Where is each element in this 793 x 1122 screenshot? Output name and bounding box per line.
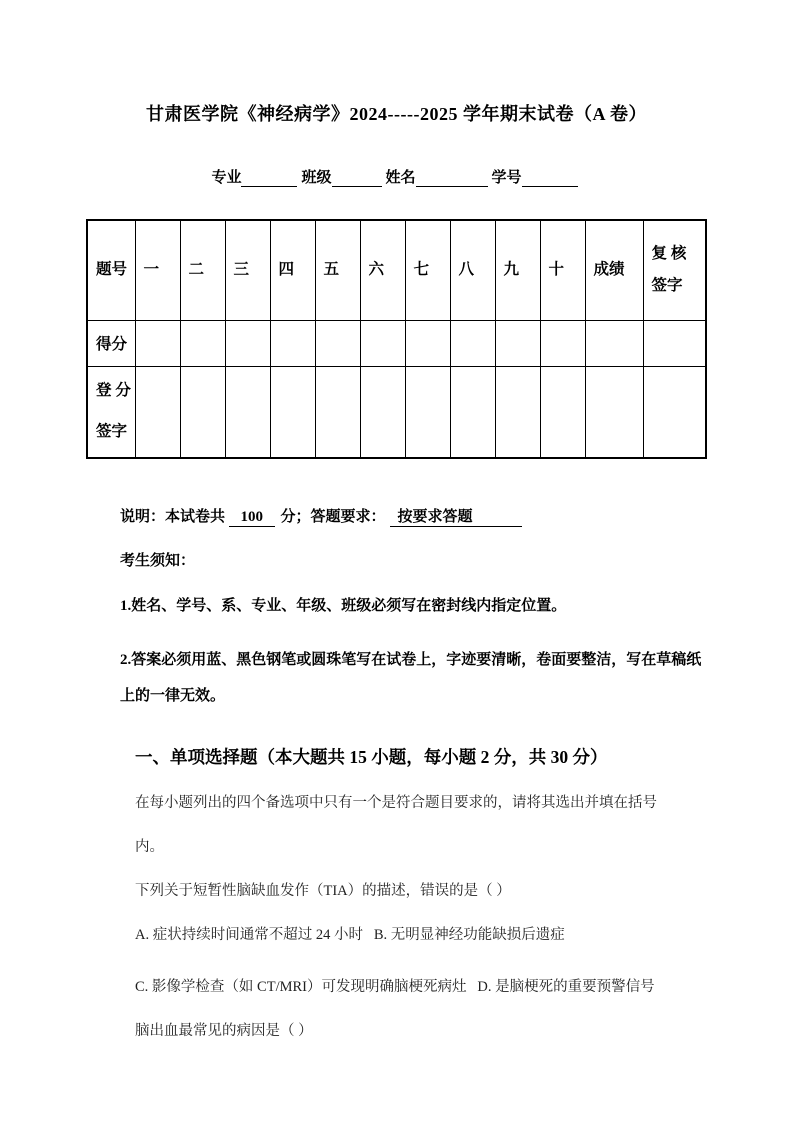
section-1-heading: 一、单项选择题（本大题共 15 小题，每小题 2 分，共 30 分） xyxy=(135,747,608,767)
header-cell-6: 六 xyxy=(360,220,405,320)
empty-score-cell xyxy=(495,320,540,366)
notice-item-1: 1.姓名、学号、系、专业、年级、班级必须写在密封线内指定位置。 xyxy=(120,598,567,614)
header-cell-8: 八 xyxy=(450,220,495,320)
section-1-intro: 在每小题列出的四个备选项中只有一个是符合题目要求的，请将其选出并填在括号内。 xyxy=(135,795,657,855)
empty-signature-cell xyxy=(360,366,405,458)
empty-score-cell xyxy=(585,320,643,366)
empty-score-cell xyxy=(270,320,315,366)
score-row xyxy=(87,320,706,366)
question-1-options-ab: A. 症状持续时间通常不超过 24 小时 B. 无明显神经功能缺损后遗症 xyxy=(135,927,565,943)
empty-signature-cell xyxy=(585,366,643,458)
empty-score-cell xyxy=(643,320,706,366)
student-id-blank-line xyxy=(522,172,578,187)
score-table-header-row xyxy=(87,220,706,320)
empty-signature-cell xyxy=(225,366,270,458)
header-cell-1: 一 xyxy=(135,220,180,320)
empty-signature-cell xyxy=(643,366,706,458)
header-cell-3: 三 xyxy=(225,220,270,320)
major-label: 专业 xyxy=(211,170,242,186)
empty-score-cell xyxy=(405,320,450,366)
empty-signature-cell xyxy=(405,366,450,458)
score-table xyxy=(86,219,707,459)
question-1-options-cd: C. 影像学检查（如 CT/MRI）可发现明确脑梗死病灶 D. 是脑梗死的重要预警信号 xyxy=(135,979,655,995)
student-id-label: 学号 xyxy=(491,170,522,186)
header-cell-4: 四 xyxy=(270,220,315,320)
exam-title: 甘肃医学院《神经病学》2024-----2025 学年期末试卷（A 卷） xyxy=(146,104,647,124)
header-cell-10: 十 xyxy=(540,220,585,320)
class-blank-line xyxy=(332,172,382,187)
exam-meta-line xyxy=(120,505,793,527)
header-cell-question-no: 题号 xyxy=(87,220,135,320)
candidate-notice-heading: 考生须知： xyxy=(120,553,196,569)
empty-signature-cell xyxy=(270,366,315,458)
name-blank-line xyxy=(416,172,488,187)
header-cell-2: 二 xyxy=(180,220,225,320)
meta-middle: 分；答题要求： xyxy=(280,509,386,525)
empty-signature-cell xyxy=(315,366,360,458)
answer-requirement: 按要求答题 xyxy=(390,505,522,527)
question-2-stem: 脑出血最常见的病因是（ ） xyxy=(135,1023,313,1039)
class-label: 班级 xyxy=(301,170,332,186)
header-cell-5: 五 xyxy=(315,220,360,320)
empty-signature-cell xyxy=(540,366,585,458)
empty-score-cell xyxy=(135,320,180,366)
total-score-value: 100 xyxy=(229,509,275,527)
empty-score-cell xyxy=(360,320,405,366)
empty-signature-cell xyxy=(450,366,495,458)
empty-signature-cell xyxy=(495,366,540,458)
empty-signature-cell xyxy=(180,366,225,458)
student-info-line xyxy=(0,166,793,187)
header-cell-review-signature: 复 核 签字 xyxy=(643,220,706,320)
question-1-stem: 下列关于短暂性脑缺血发作（TIA）的描述，错误的是（ ） xyxy=(135,883,511,899)
empty-score-cell xyxy=(540,320,585,366)
major-blank-line xyxy=(241,172,297,187)
meta-prefix: 说明：本试卷共 xyxy=(120,509,226,525)
empty-score-cell xyxy=(180,320,225,366)
name-label: 姓名 xyxy=(385,170,416,186)
signature-row xyxy=(87,366,706,458)
header-cell-7: 七 xyxy=(405,220,450,320)
header-cell-9: 九 xyxy=(495,220,540,320)
empty-score-cell xyxy=(225,320,270,366)
header-cell-total-score: 成绩 xyxy=(585,220,643,320)
empty-signature-cell xyxy=(135,366,180,458)
score-row-label: 得分 xyxy=(87,320,135,366)
signature-row-label: 登 分 签字 xyxy=(87,366,135,458)
empty-score-cell xyxy=(315,320,360,366)
notice-item-2: 2.答案必须用蓝、黑色钢笔或圆珠笔写在试卷上，字迹要清晰，卷面要整洁，写在草稿纸上的一律无效。 xyxy=(120,652,702,704)
empty-score-cell xyxy=(450,320,495,366)
